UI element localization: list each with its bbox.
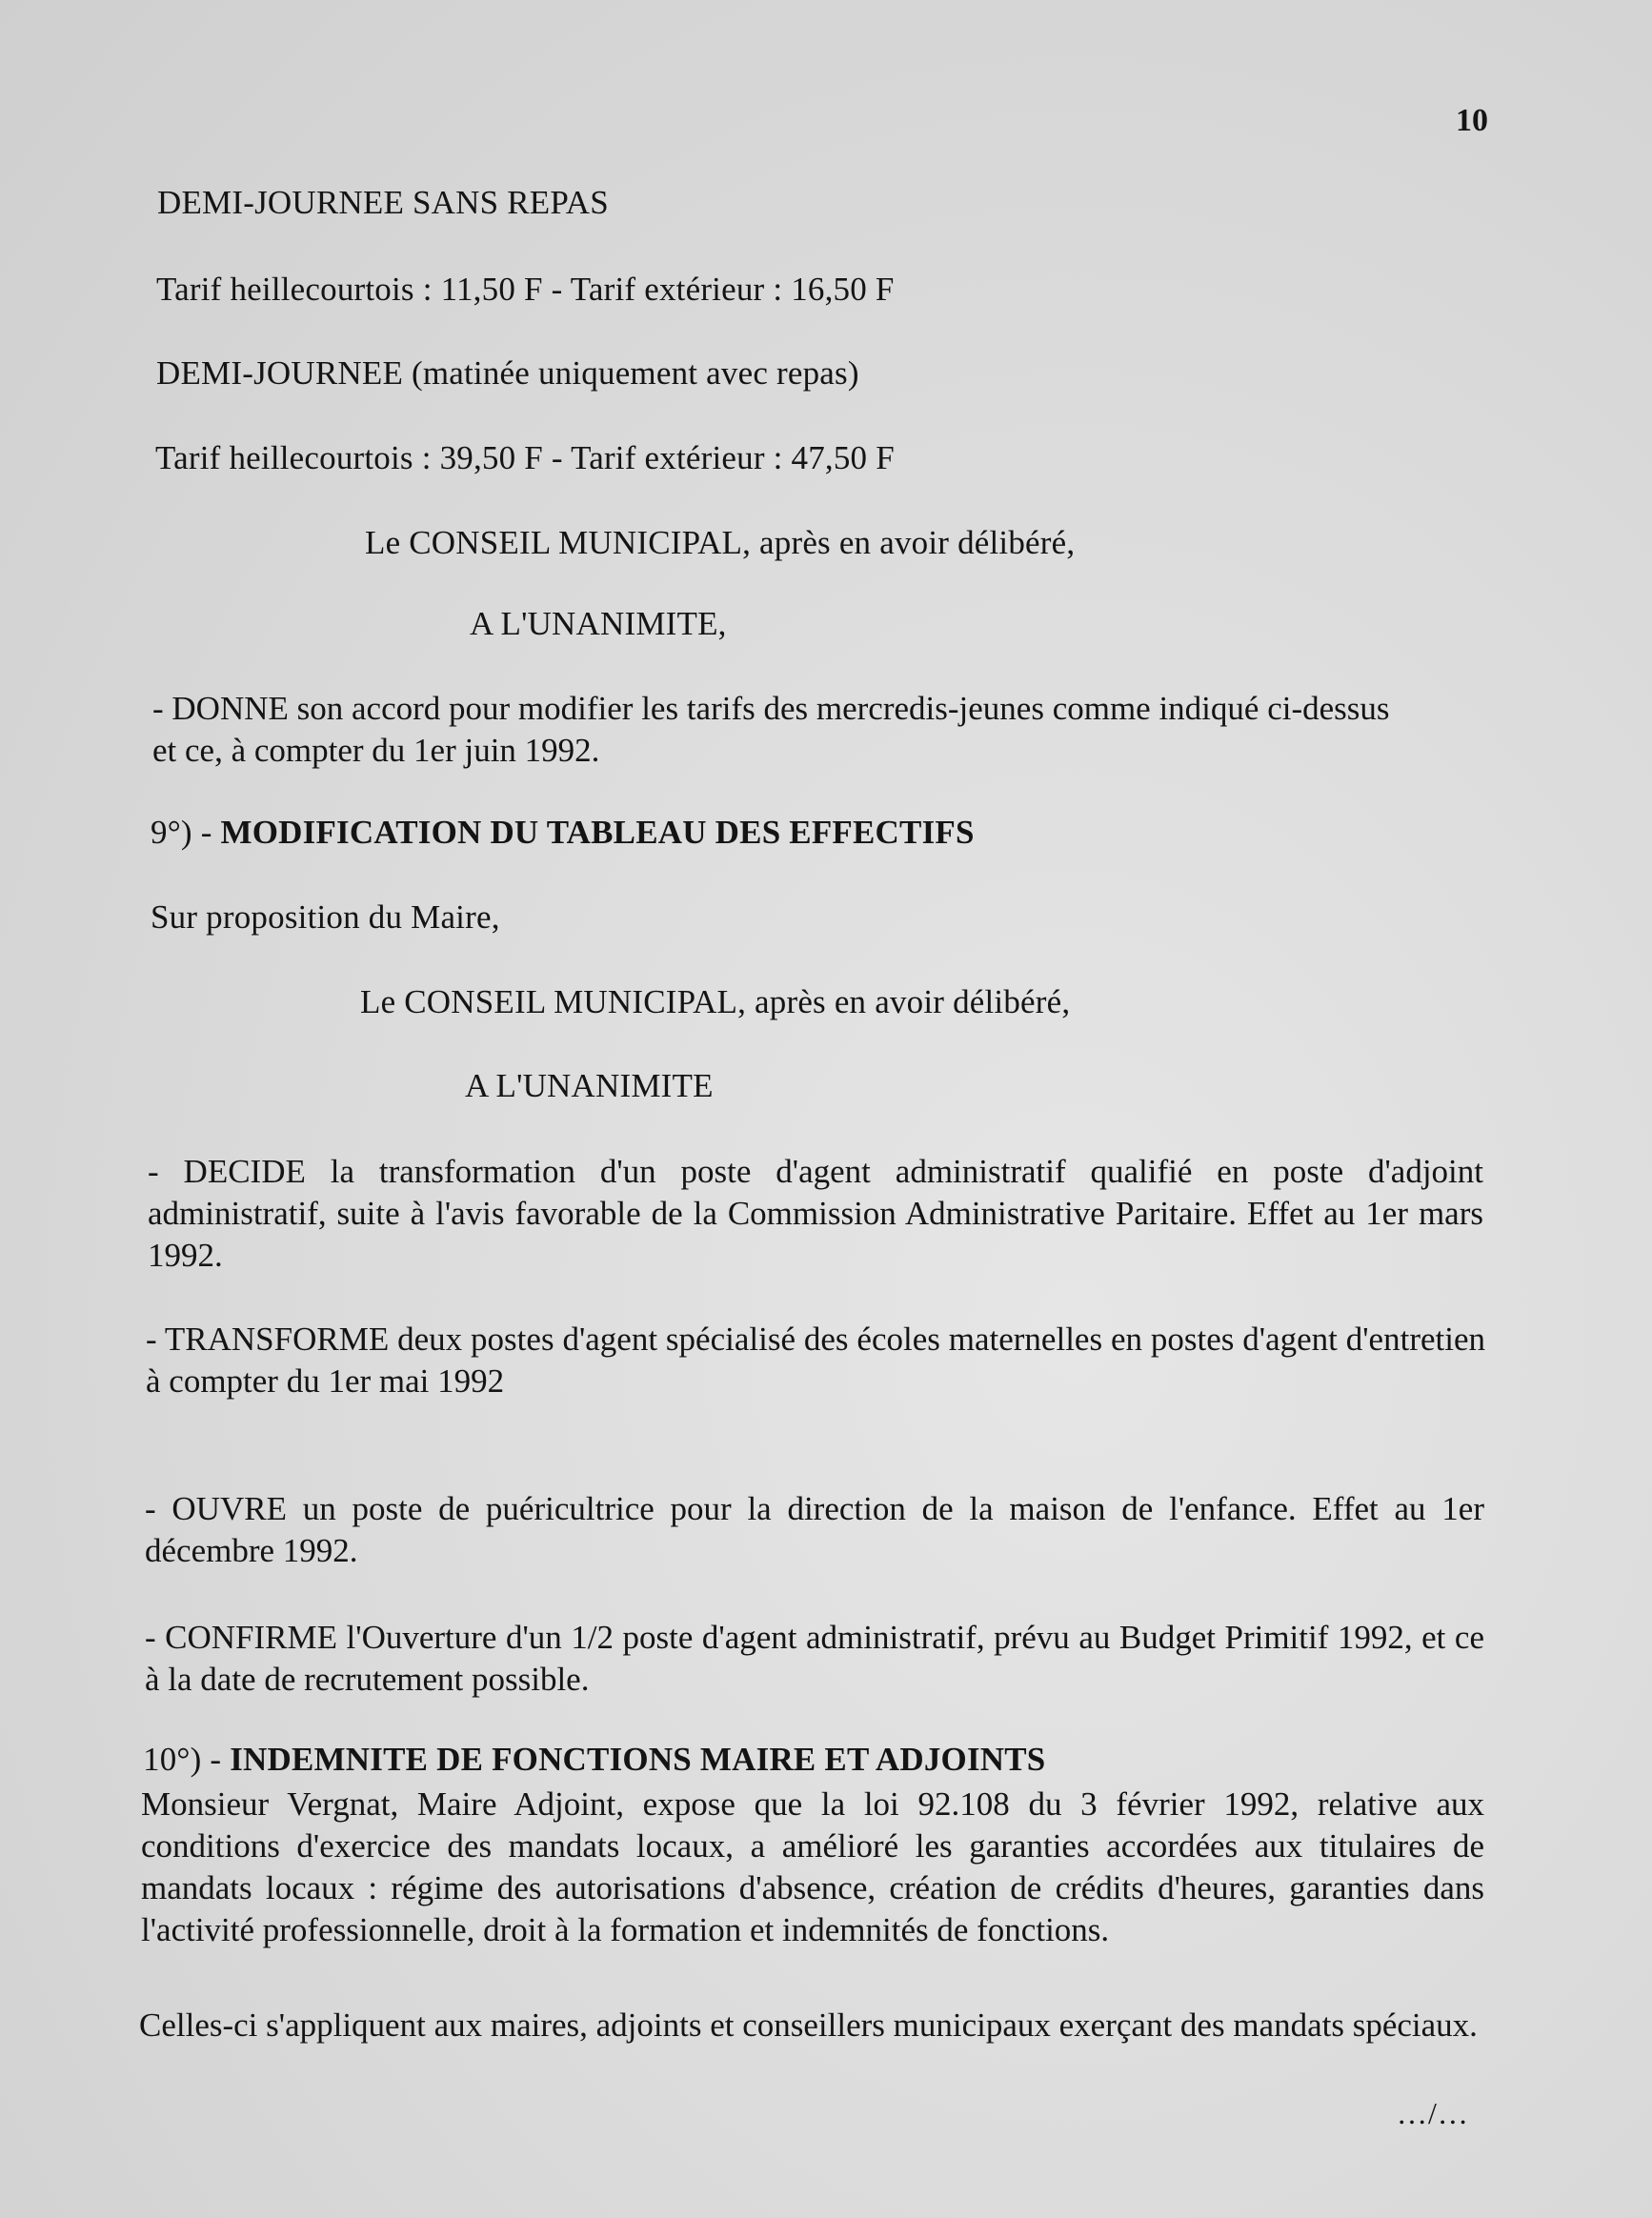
half-day-meal-title: DEMI-JOURNEE (matinée uniquement avec repas)	[156, 354, 859, 392]
section-9-heading	[151, 812, 975, 854]
decision-donne	[152, 688, 1410, 772]
section-9-number: 9°) -	[151, 814, 221, 851]
section-10-number: 10°) -	[143, 1741, 231, 1778]
decision-keyword: - DONNE	[152, 690, 289, 727]
unanimity: A L'UNANIMITE,	[470, 605, 727, 642]
section-10-heading	[143, 1739, 1045, 1781]
decision-keyword: - TRANSFORME	[146, 1321, 390, 1358]
page-number: 10	[1456, 103, 1488, 138]
decision-text: deux postes d'agent spécialisé des écoles maternelles en postes d'agent d'entretien à compter du 1er mai 1992	[146, 1321, 1485, 1400]
decision-text: la transformation d'un poste d'agent administratif qualifié en poste d'adjoint administratif, suite à l'avis favorable de la Commission Administrative Paritaire. Effet au 1er mars 1992.	[148, 1153, 1484, 1274]
decision-item	[146, 1319, 1485, 1402]
section-10-paragraph-2: Celles-ci s'appliquent aux maires, adjoints et conseillers municipaux exerçant des mandats spéciaux.	[139, 2006, 1478, 2044]
decision-item	[148, 1151, 1483, 1277]
decision-text: l'Ouverture d'un 1/2 poste d'agent administratif, prévu au Budget Primitif 1992, et ce à la date de recrutement possible.	[145, 1619, 1484, 1698]
council-deliberation: Le CONSEIL MUNICIPAL, après en avoir délibéré,	[365, 524, 1076, 561]
unanimity: A L'UNANIMITE	[465, 1067, 714, 1104]
decision-keyword: - DECIDE	[148, 1153, 306, 1190]
decision-keyword: - CONFIRME	[145, 1619, 338, 1656]
section-9-title: MODIFICATION DU TABLEAU DES EFFECTIFS	[220, 814, 975, 851]
section-10-paragraph-1: Monsieur Vergnat, Maire Adjoint, expose que la loi 92.108 du 3 février 1992, relative aux conditions d'exercice des mandats locaux, a amélioré les garanties accordées aux titulaires de mandats locaux : régime des autorisations d'absence, création de crédits d'heures, garanties dans l'activité professionnelle, droit à la formation et indemnités de fonctions.	[141, 1785, 1484, 1948]
decision-text: un poste de puéricultrice pour la direction de la maison de l'enfance. Effet au 1er décembre 1992.	[145, 1490, 1484, 1569]
decision-text: son accord pour modifier les tarifs des mercredis-jeunes comme indiqué ci-dessus et ce, à compter du 1er juin 1992.	[152, 690, 1390, 769]
continuation-mark: …/…	[1397, 2096, 1469, 2130]
decision-item	[145, 1488, 1484, 1572]
half-day-meal-rates: Tarif heillecourtois : 39,50 F - Tarif extérieur : 47,50 F	[155, 439, 895, 476]
decision-item	[145, 1617, 1484, 1701]
section-10-title: INDEMNITE DE FONCTIONS MAIRE ET ADJOINTS	[230, 1741, 1046, 1778]
section-9-intro: Sur proposition du Maire,	[151, 898, 500, 936]
half-day-no-meal-rates: Tarif heillecourtois : 11,50 F - Tarif extérieur : 16,50 F	[156, 271, 895, 308]
decision-keyword: - OUVRE	[145, 1490, 287, 1527]
council-deliberation: Le CONSEIL MUNICIPAL, après en avoir délibéré,	[360, 983, 1071, 1020]
half-day-no-meal-title: DEMI-JOURNEE SANS REPAS	[157, 184, 609, 221]
